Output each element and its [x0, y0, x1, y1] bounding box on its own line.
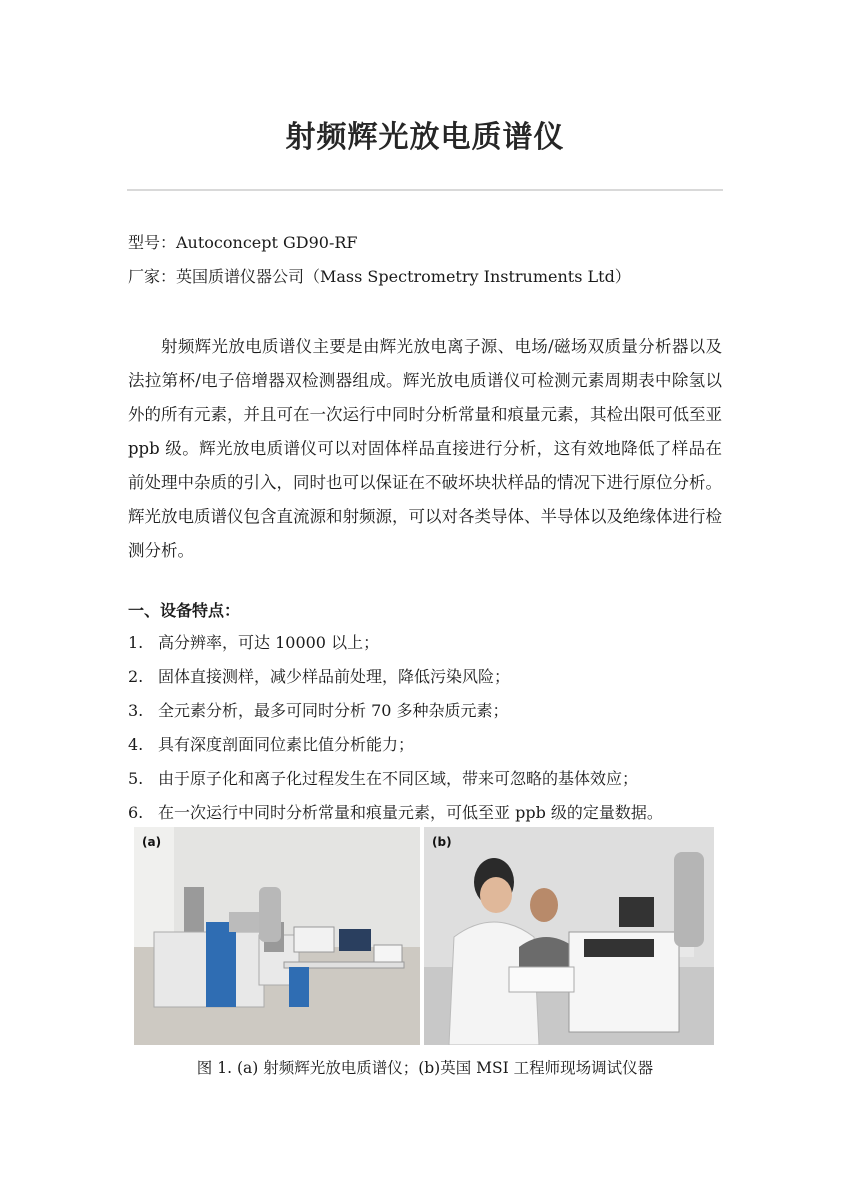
feature-text: 高分辨率，可达 10000 以上； — [158, 633, 380, 652]
feature-number: 4. — [128, 735, 144, 754]
feature-item — [128, 764, 728, 798]
feature-text: 全元素分析，最多可同时分析 70 多种杂质元素； — [158, 701, 509, 720]
photo-instrument — [134, 827, 420, 1045]
engineers-illustration — [424, 827, 714, 1045]
manufacturer-line: 厂家：英国质谱仪器公司（Mass Spectrometry Instruments Ltd） — [128, 267, 631, 286]
photo-engineers — [424, 827, 714, 1045]
figure-caption: 图 1. (a) 射频辉光放电质谱仪；(b)英国 MSI 工程师现场调试仪器 — [196, 1059, 654, 1077]
photo-a-label: (a) — [142, 835, 162, 849]
feature-text: 在一次运行中同时分析常量和痕量元素，可低至亚 ppb 级的定量数据。 — [158, 803, 663, 822]
photo-b-label: (b) — [432, 835, 452, 849]
feature-number: 3. — [128, 701, 144, 720]
feature-number: 6. — [128, 803, 144, 822]
feature-text: 固体直接测样，减少样品前处理，降低污染风险； — [158, 667, 511, 686]
feature-text: 由于原子化和离子化过程发生在不同区域，带来可忽略的基体效应； — [158, 769, 639, 788]
feature-number: 5. — [128, 769, 144, 788]
feature-text: 具有深度剖面同位素比值分析能力； — [158, 735, 415, 754]
section-heading: 一、设备特点： — [128, 601, 241, 620]
title-divider — [127, 189, 723, 191]
feature-number: 2. — [128, 667, 144, 686]
feature-item — [128, 730, 728, 764]
feature-item — [128, 662, 728, 696]
feature-list — [128, 628, 728, 832]
feature-item — [128, 696, 728, 730]
model-line: 型号：Autoconcept GD90-RF — [128, 233, 358, 252]
instrument-illustration — [134, 827, 420, 1045]
intro-paragraph: 射频辉光放电质谱仪主要是由辉光放电离子源、电场/磁场双质量分析器以及法拉第杯/电子倍增器双检测器组成。辉光放电质谱仪可检测元素周期表中除氢以外的所有元素，并且可在一次运行中同时分析常量和痕量元素，其检出限可低至亚 ppb 级。辉光放电质谱仪可以对固体样品直接进行分析，这有效地降低了样品在前处理中杂质的引入，同时也可以保证在不破坏块状样品的情况下进行原位分析。辉光放电质谱仪包含直流源和射频源，可以对各类导体、半导体以及绝缘体进行检测分析。 — [128, 337, 722, 560]
feature-number: 1. — [128, 633, 144, 652]
feature-item — [128, 628, 728, 662]
page-title: 射频辉光放电质谱仪 — [285, 120, 565, 155]
